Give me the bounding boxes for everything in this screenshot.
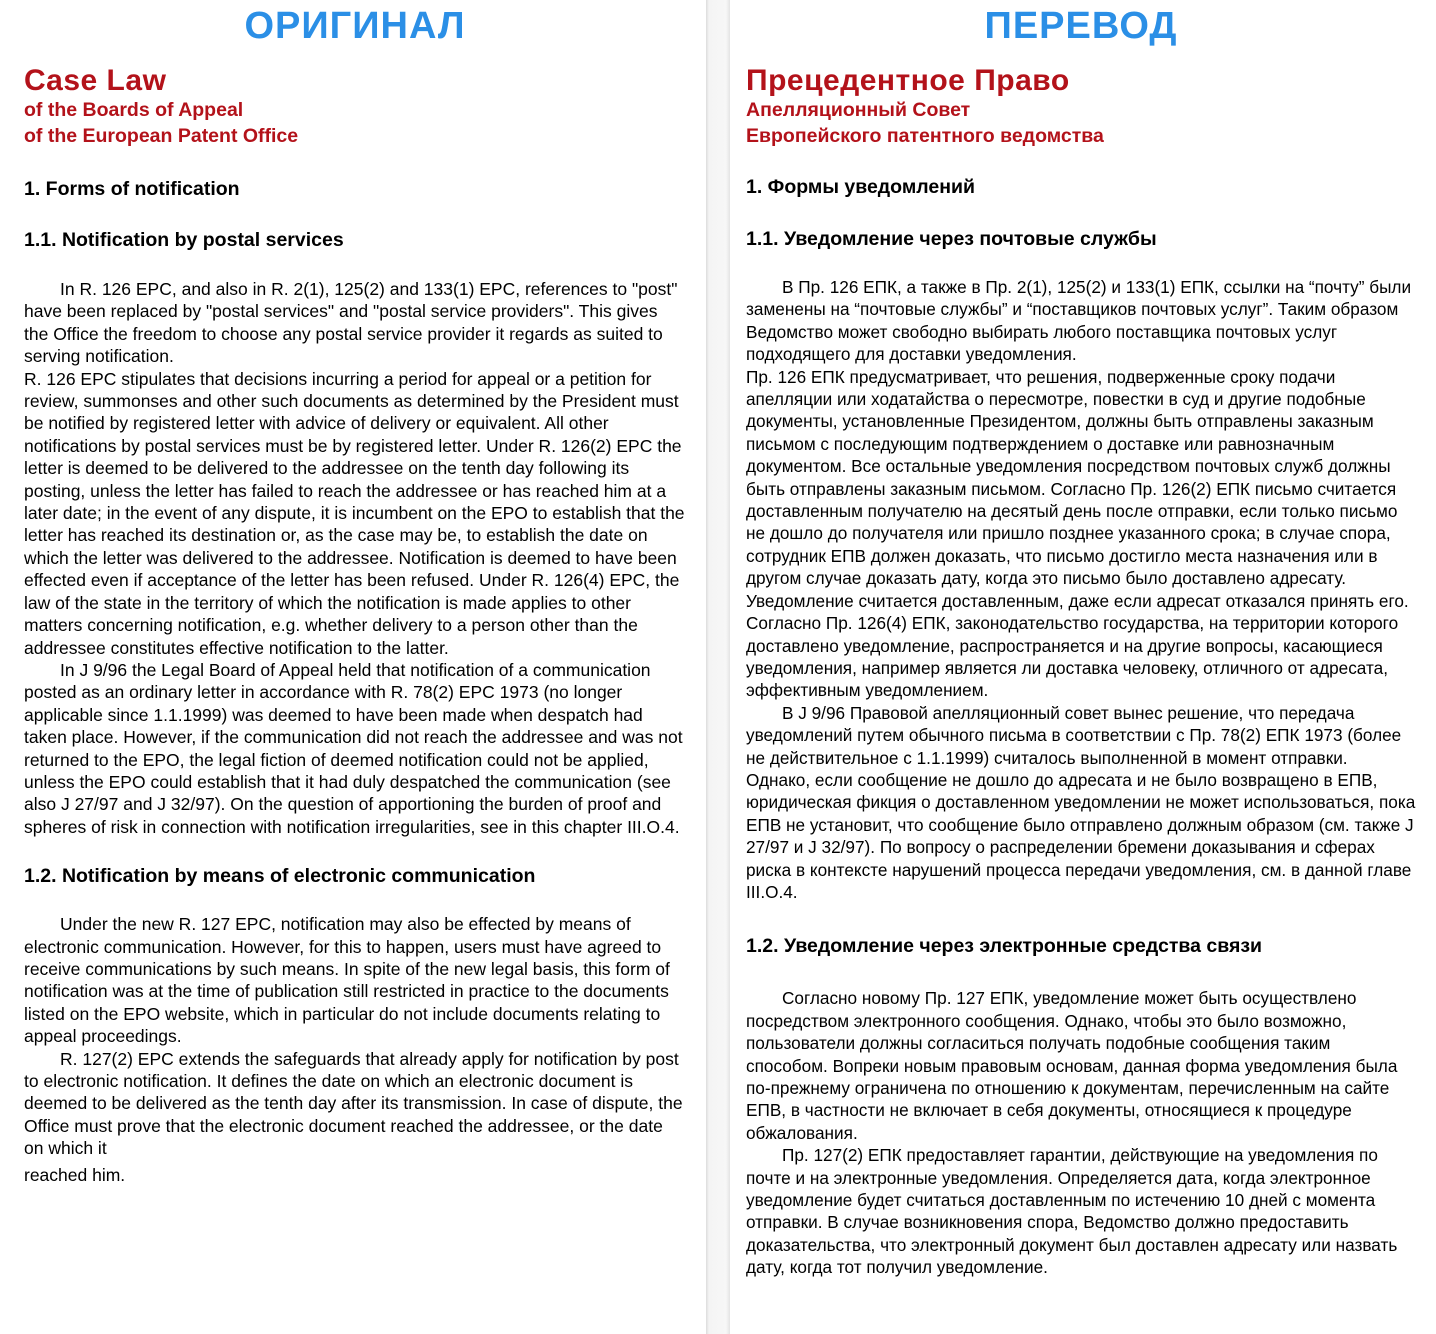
heading-postal-services-ru: 1.1. Уведомление через почтовые службы	[746, 228, 1157, 250]
paragraph: Пр. 127(2) ЕПК предоставляет гарантии, действующие на уведомления по почте и на электронные уведомления. Определяется дата, когда электронное уведомление будет считаться доставленным по истечению 10 дней с момента отправки. В случае возникновения спора, Ведомство должно предоставить доказательства, что электронный документ был доставлен адресату или назвать дату, когда тот получил уведомление.	[746, 1145, 1398, 1278]
electronic-section-body	[24, 913, 686, 1186]
subtitle-line-1: of the Boards of Appeal	[24, 99, 244, 121]
case-law-title-ru: Прецедентное Право	[746, 64, 1070, 97]
subtitle-line-2: of the European Patent Office	[24, 125, 299, 147]
case-law-title: Case Law	[24, 64, 167, 97]
subtitle-line-2-ru: Европейского патентного ведомства	[746, 125, 1104, 147]
heading-forms-of-notification-ru: 1. Формы уведомлений	[746, 176, 975, 198]
paragraph: R. 127(2) EPC extends the safeguards that already apply for notification by post to electronic notification. It defines the date on which an electronic document is deemed to be delivered as the tenth day after its transmission. In case of dispute, the Office must prove that the electronic document reached the addressee, or the date on which it	[24, 1048, 683, 1159]
paragraph: Under the new R. 127 EPC, notification may also be effected by means of electronic communication. However, for this to happen, users must have agreed to receive communications by such means. In spite of the new legal basis, this form of notification was at the time of publication still restricted in practice to the documents listed on the EPO website, which in particular do not include documents relating to appeal proceedings.	[24, 914, 670, 1047]
paragraph: Согласно новому Пр. 127 ЕПК, уведомление может быть осуществлено посредством электронного сообщения. Однако, чтобы это было возможно, пользователи должны согласиться получать подобные сообщения таким способом. Вопреки новым правовым основам, данная форма уведомления была по-прежнему ограничена по отношению к документам, перечисленным на сайте ЕПВ, в частности не включает в себя документы, относящиеся к процедуре обжалования.	[746, 988, 1398, 1143]
paragraph: R. 126 EPC stipulates that decisions incurring a period for appeal or a petition for review, summonses and other such documents as determined by the President must be notified by registered letter with advice of delivery or equivalent. All other notifications by postal services must be by registered letter. Under R. 126(2) EPC the letter is deemed to be delivered to the addressee on the tenth day following its posting, unless the letter has failed to reach the addressee or has reached him at a later date; in the event of any dispute, it is incumbent on the EPO to establish that the letter has reached its destination or, as the case may be, to establish the date on which the letter was delivered to the addressee. Notification is deemed to have been effected even if acceptance of the letter has been refused. Under R. 126(4) EPC, the law of the state in the territory of which the notification is made applies to other matters concerning notification, e.g. whether delivery to a person other than the addressee constitutes effective notification to the latter.	[24, 368, 685, 658]
paragraph: В Пр. 126 ЕПК, а также в Пр. 2(1), 125(2) и 133(1) ЕПК, ссылки на “почту” были заменены на “почтовые службы” и “поставщиков почтовых услуг”. Таким образом Ведомство может свободно выбирать любого поставщика почтовых услуг подходящего для доставки уведомления.	[746, 277, 1412, 365]
translation-column	[730, 0, 1436, 1334]
paragraph: Пр. 126 ЕПК предусматривает, что решения, подверженные сроку подачи апелляции или ходатайства о пересмотре, повестки в суд и другие подобные документы, установленные Президентом, должны быть отправлены заказным письмом с последующим подтверждением о доставке или равнозначным документом. Все остальные уведомления посредством почтовых служб должны быть отправлены заказным письмом. Согласно Пр. 126(2) ЕПК письмо считается доставленным получателю на десятый день после отправки, если только письмо не дошло до получателя или пришло позднее указанного срока; в случае спора, сотрудник ЕПВ должен доказать, что письмо достигло места назначения или в другом случае доказать дату, когда это письмо было доставлено адресату. Уведомление считается доставленным, даже если адресат отказался принять его. Согласно Пр. 126(4) ЕПК, законодательство государства, на территории которого доставлено уведомление, распространяется и на другие вопросы, касающиеся уведомления, например является ли доставка человеку, отличного от адресата, эффективным уведомлением.	[746, 366, 1409, 701]
heading-electronic-communication-ru: 1.2. Уведомление через электронные средства связи	[746, 935, 1263, 958]
paragraph: In R. 126 EPC, and also in R. 2(1), 125(2) and 133(1) EPC, references to "post" have been replaced by "postal services" and "postal service providers". This gives the Office the freedom to choose any postal service provider it regards as suited to serving notification.	[24, 279, 678, 367]
heading-forms-of-notification: 1. Forms of notification	[24, 178, 240, 200]
paragraph: reached him.	[24, 1164, 126, 1185]
original-column	[0, 0, 706, 1334]
paragraph: In J 9/96 the Legal Board of Appeal held that notification of a communication posted as an ordinary letter in accordance with R. 78(2) EPC 1973 (no longer applicable since 1.1.1999) was deemed to have been made when despatch had taken place. However, if the communication did not reach the addressee and was not returned to the EPO, the legal fiction of deemed notification could not be applied, unless the EPO could establish that it had duly despatched the communication (see also J 27/97 and J 32/97). On the question of apportioning the burden of proof and spheres of risk in connection with notification irregularities, see in this chapter III.O.4.	[24, 659, 683, 837]
subtitle-line-1-ru: Апелляционный Совет	[746, 99, 971, 121]
electronic-section-body-ru	[746, 987, 1416, 1278]
paragraph: В J 9/96 Правовой апелляционный совет вынес решение, что передача уведомлений путем обычного письма в соответствии с Пр. 78(2) ЕПК 1973 (более не действительное с 1.1.1999) считалось выполненной в момент отправки. Однако, если сообщение не дошло до адресата и не было возвращено в ЕПВ, юридическая фикция о доставленном уведомлении не может использоваться, пока ЕПВ не установит, что сообщение было отправлено должным образом (см. также J 27/97 и J 32/97). По вопросу о распределении бремени доказывания и сферах риска в контексте нарушений процесса передачи уведомления, см. в данной главе III.O.4.	[746, 702, 1416, 902]
heading-postal-services: 1.1. Notification by postal services	[24, 229, 344, 251]
original-header: ОРИГИНАЛ	[244, 5, 466, 47]
postal-section-body-ru	[746, 276, 1416, 903]
column-divider	[706, 0, 730, 1334]
heading-electronic-communication: 1.2. Notification by means of electronic communication	[24, 865, 536, 888]
postal-section-body	[24, 278, 686, 838]
translation-header: ПЕРЕВОД	[984, 5, 1178, 47]
